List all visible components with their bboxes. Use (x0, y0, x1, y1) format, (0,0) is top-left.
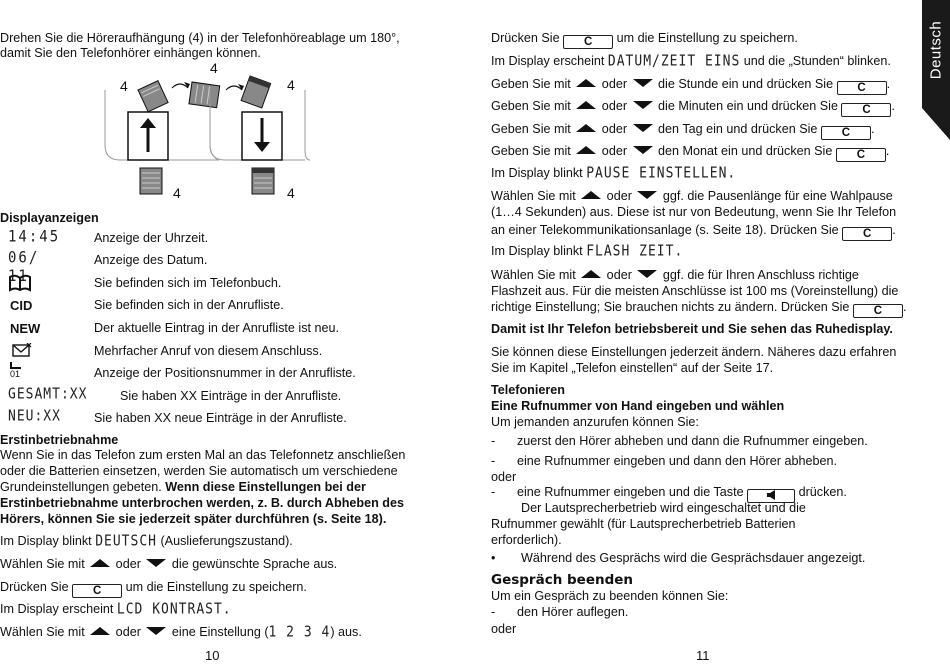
text: oder (598, 144, 631, 158)
list-item (491, 551, 865, 566)
opt3-continuation: erforderlich). (491, 533, 562, 547)
choose-contrast-line (0, 625, 362, 640)
phonebook-icon (8, 274, 48, 295)
text: oder (598, 77, 631, 91)
text: Wählen Sie mit (0, 625, 89, 639)
figure-label-b: 4 (210, 60, 218, 76)
text: oder (598, 122, 631, 136)
new-count-display-icon: NEU:XX (8, 407, 61, 426)
text: Im Display erscheint (0, 602, 117, 616)
text: Geben Sie mit (491, 99, 575, 113)
call-intro: Um jemanden anzurufen können Sie: (491, 415, 699, 429)
setup-paragraph-line: Wenn Sie in das Telefon zum ersten Mal an das Telefonnetz anschließen (0, 448, 406, 462)
text: ) aus. (330, 625, 362, 639)
text: Während des Gesprächs wird die Gesprächsdauer angezeigt. (521, 551, 866, 565)
text: . (902, 300, 907, 314)
display-item-text: Der aktuelle Eintrag in der Anrufliste ist neu. (94, 321, 340, 335)
setup-bold-text: Wenn diese Einstellungen bei der (165, 480, 366, 494)
envelope-icon (12, 343, 52, 361)
lcd-contrast: LCD KONTRAST. (116, 600, 232, 619)
pause-choose-line (491, 189, 893, 204)
end-oder-text: oder (491, 622, 517, 636)
text: die Minuten ein und drücken Sie (654, 99, 842, 113)
position-number-icon (10, 362, 50, 379)
figure-label-e: 4 (287, 185, 295, 201)
lcd-deutsch: DEUTSCH (95, 532, 157, 551)
text: . (892, 223, 896, 237)
pause-blink-line (491, 166, 736, 181)
text: den Hörer auflegen. (517, 605, 629, 619)
right-page (491, 0, 921, 670)
pause-text-line (491, 223, 896, 241)
list-item (491, 454, 837, 469)
up-arrow-icon[interactable] (90, 559, 110, 567)
left-page (0, 0, 440, 670)
display-item-text: Anzeige der Positionsnummer in der Anrufliste. (94, 366, 356, 380)
text: Geben Sie mit (491, 122, 575, 136)
pause-text-line: (1…4 Sekunden) aus. Diese ist nur von Bedeutung, wenn Sie Ihr Telefon (491, 205, 897, 219)
text: oder (598, 99, 631, 113)
opt3-continuation: Der Lautsprecherbetrieb wird eingeschaltet und die (521, 501, 806, 515)
flash-text-line (491, 300, 906, 318)
up-arrow-icon[interactable] (576, 101, 596, 109)
c-key-button[interactable]: C (842, 227, 892, 241)
text: Drücken Sie (491, 31, 564, 45)
text: den Tag ein und drücken Sie (654, 122, 821, 136)
c-key-button[interactable]: C (853, 304, 903, 318)
display-item-text: Sie befinden sich im Telefonbuch. (94, 276, 282, 290)
setup-paragraph-line (0, 480, 366, 495)
dash: - (491, 454, 496, 468)
lcd-flash: FLASH ZEIT. (586, 242, 684, 261)
text: oder (112, 625, 145, 639)
list-item (0, 344, 440, 360)
list-item (0, 385, 440, 405)
speaker-icon (764, 490, 778, 500)
text: Im Display blinkt (0, 534, 96, 548)
ready-statement: Damit ist Ihr Telefon betriebsbereit und Sie sehen das Ruhedisplay. (491, 322, 893, 336)
dash: - (491, 605, 496, 619)
page-number-left: 10 (205, 648, 220, 663)
c-key-button[interactable]: C (563, 35, 613, 49)
text: Im Display erscheint (491, 54, 608, 68)
display-item-text: Sie haben XX neue Einträge in der Anrufliste. (94, 411, 347, 425)
text: zuerst den Hörer abheben und dann die Rufnummer eingeben. (517, 434, 868, 448)
c-key-button[interactable]: C (72, 584, 122, 598)
new-icon: NEW (10, 321, 41, 336)
enter-day-line (491, 122, 874, 140)
total-count-display-icon: GESAMT:XX (8, 385, 88, 404)
down-arrow-icon[interactable] (146, 559, 166, 567)
telefonieren-heading: Telefonieren (491, 383, 565, 397)
change-info-line: Sie im Kapitel „Telefon einstellen“ auf der Seite 17. (491, 361, 774, 375)
end-call-heading: Gespräch beenden (491, 572, 634, 588)
down-arrow-icon[interactable] (633, 124, 653, 132)
text: Drücken Sie (0, 580, 73, 594)
date-display-icon: 06/ 11 (8, 248, 40, 286)
text: Wählen Sie mit (491, 268, 580, 282)
text: Wählen Sie mit (0, 557, 89, 571)
c-key-button[interactable]: C (836, 148, 886, 162)
position-number-label: 01 (10, 369, 21, 379)
text: Im Display blinkt (491, 244, 587, 258)
text: (Auslieferungszustand). (156, 534, 293, 548)
down-arrow-icon[interactable] (633, 146, 653, 154)
setup-bold-line: Hörers, können Sie sie jederzeit später durchführen (s. Seite 18). (0, 512, 387, 526)
up-arrow-icon[interactable] (581, 191, 601, 199)
dash: - (491, 434, 496, 448)
list-item (0, 298, 440, 314)
text: richtige Einstellung; Sie brauchen nichts zu ändern. Drücken Sie (491, 300, 853, 314)
lcd-pause: PAUSE EINSTELLEN. (586, 164, 737, 183)
list-item (0, 321, 440, 337)
contrast-appears-line (0, 602, 232, 617)
text: den Monat ein und drücken Sie (654, 144, 836, 158)
text: eine Einstellung ( (168, 625, 269, 639)
display-item-text: Anzeige des Datum. (94, 253, 208, 267)
bullet: • (491, 551, 496, 565)
text: Geben Sie mit (491, 77, 575, 91)
text: drücken. (795, 485, 847, 499)
list-item (0, 366, 440, 382)
setup-heading: Erstinbetriebnahme (0, 433, 119, 447)
flash-blink-line (491, 244, 683, 259)
text: eine Rufnummer eingeben und dann den Hörer abheben. (517, 454, 837, 468)
up-arrow-icon[interactable] (90, 627, 110, 635)
flash-choose-line (491, 268, 859, 283)
setup-paragraph-line: oder die Batterien einsetzen, werden Sie automatisch um verschiedene (0, 464, 398, 478)
text: die gewünschte Sprache aus. (168, 557, 338, 571)
display-item-text: Mehrfacher Anruf von diesem Anschluss. (94, 344, 323, 358)
display-item-text: Sie haben XX Einträge in der Anrufliste. (120, 389, 342, 403)
language-tab-label: Deutsch (927, 20, 945, 80)
display-item-text: Sie befinden sich in der Anrufliste. (94, 298, 284, 312)
text: eine Rufnummer eingeben und die Taste (517, 485, 748, 499)
cid-icon: CID (10, 298, 33, 313)
datetime-appears-line (491, 54, 891, 69)
text: oder (603, 189, 636, 203)
figure-label-c: 4 (287, 77, 295, 93)
setup-text: Grundeinstellungen gebeten. (0, 480, 166, 494)
text: um die Einstellung zu speichern. (613, 31, 798, 45)
lcd-datetime: DATUM/ZEIT EINS (607, 52, 741, 71)
display-item-text: Anzeige der Uhrzeit. (94, 231, 209, 245)
text: oder (603, 268, 636, 282)
list-item (0, 227, 440, 247)
down-arrow-icon[interactable] (637, 191, 657, 199)
list-item (0, 276, 440, 292)
press-save-line (0, 580, 307, 598)
text: oder (112, 557, 145, 571)
intro-line-2: damit Sie den Telefonhörer einhängen können. (0, 46, 261, 60)
c-key-button[interactable]: C (841, 103, 891, 117)
clock-display-icon: 14:45 (8, 227, 61, 247)
dash: - (491, 485, 496, 499)
down-arrow-icon[interactable] (146, 627, 166, 635)
enter-month-line (491, 144, 889, 162)
text: ggf. die für Ihren Anschluss richtige (659, 268, 859, 282)
lcd-contrast-levels: 1 2 3 4 (268, 623, 331, 642)
c-key-button[interactable]: C (837, 81, 887, 95)
text: . (886, 77, 891, 91)
list-item (0, 407, 440, 427)
text: Im Display blinkt (491, 166, 587, 180)
c-key-button[interactable]: C (821, 126, 871, 140)
display-heading: Displayanzeigen (0, 211, 99, 225)
oder-text: oder (491, 470, 517, 484)
down-arrow-icon[interactable] (633, 101, 653, 109)
text: und die „Stunden“ blinken. (740, 54, 891, 68)
list-item (491, 434, 868, 449)
choose-language-line (0, 557, 337, 572)
figure-label-a: 4 (120, 78, 128, 94)
opt3-continuation: Rufnummer gewählt (für Lautsprecherbetrieb Batterien (491, 517, 796, 531)
text: . (891, 99, 895, 113)
intro-line-1: Drehen Sie die Höreraufhängung (4) in der Telefonhöreablage um 180°, (0, 31, 400, 45)
setup-bold-line: Erstinbetriebnahme unterbrochen werden, z. B. durch Abheben des (0, 496, 404, 510)
up-arrow-icon[interactable] (581, 270, 601, 278)
text: an einer Telekommunikationsanlage (s. Seite 18). Drücken Sie (491, 223, 843, 237)
text: um die Einstellung zu speichern. (122, 580, 307, 594)
blink-language-line (0, 534, 293, 549)
down-arrow-icon[interactable] (633, 79, 653, 87)
handset-rotation-figure (100, 60, 320, 210)
page-number-right: 11 (696, 648, 710, 663)
figure-label-d: 4 (173, 185, 181, 201)
language-tab-label-wrap (922, 0, 950, 100)
text: Geben Sie mit (491, 144, 575, 158)
list-item (491, 605, 628, 620)
text: Wählen Sie mit (491, 189, 580, 203)
enter-minute-line (491, 99, 895, 117)
text: . (885, 144, 890, 158)
text: die Stunde ein und drücken Sie (654, 77, 837, 91)
up-arrow-icon[interactable] (576, 146, 596, 154)
change-info-line: Sie können diese Einstellungen jederzeit ändern. Näheres dazu erfahren (491, 345, 897, 359)
flash-text-line: Flashzeit aus. Für die meisten Anschlüsse ist 100 ms (Voreinstellung) die (491, 284, 899, 298)
end-intro: Um ein Gespräch zu beenden können Sie: (491, 589, 729, 603)
manual-dial-heading: Eine Rufnummer von Hand eingeben und wählen (491, 399, 785, 413)
press-save-line (491, 31, 798, 49)
text: . (870, 122, 875, 136)
up-arrow-icon[interactable] (576, 124, 596, 132)
text: ggf. die Pausenlänge für eine Wahlpause (659, 189, 893, 203)
up-arrow-icon[interactable] (576, 79, 596, 87)
down-arrow-icon[interactable] (637, 270, 657, 278)
enter-hour-line (491, 77, 890, 95)
